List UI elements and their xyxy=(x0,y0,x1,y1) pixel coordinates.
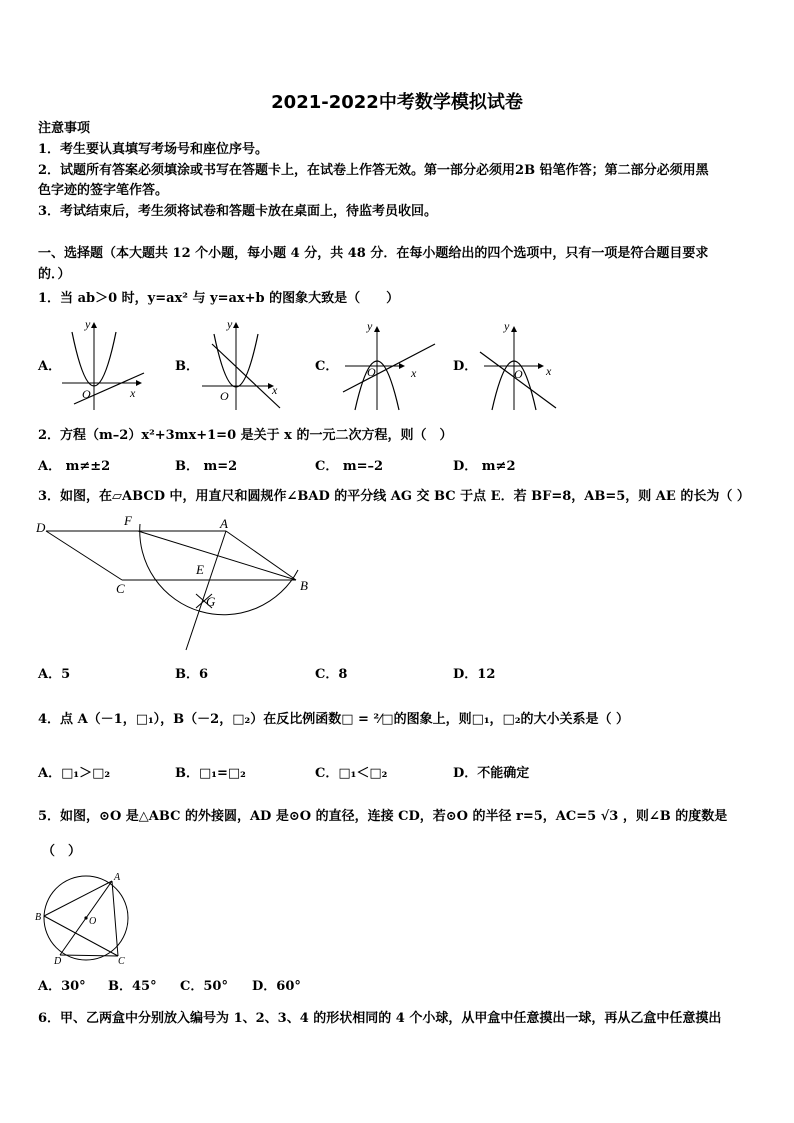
question-5-stem-cont: （ ） xyxy=(42,844,82,859)
q1-graph-a xyxy=(58,318,150,413)
label-d: D xyxy=(36,520,46,535)
label-b: B xyxy=(35,912,42,923)
origin-label: O xyxy=(220,389,229,403)
origin-label: O xyxy=(82,387,91,401)
q3-option-c: C．8 xyxy=(315,667,348,682)
q4-option-c: C．□₁＜□₂ xyxy=(315,766,388,781)
axis-x-label: x xyxy=(411,366,417,380)
q3-parallelogram-figure xyxy=(36,510,316,660)
q4-option-b: B．□₁=□₂ xyxy=(175,766,246,781)
q5-option-d: D．60° xyxy=(252,979,301,994)
q2-option-c: C． m=–2 xyxy=(315,459,384,474)
q1-option-d: D． xyxy=(453,359,478,374)
page-title: 2021-2022中考数学模拟试卷 xyxy=(271,92,523,113)
label-c: C xyxy=(118,956,125,964)
axis-y-label: y xyxy=(504,319,510,333)
origin-label: O xyxy=(367,365,376,379)
label-f: F xyxy=(124,513,132,528)
label-c: C xyxy=(116,581,125,596)
q3-option-b: B．6 xyxy=(175,667,209,682)
q2-option-d: D． m≠2 xyxy=(453,459,516,474)
section-heading: 一、选择题（本大题共 12 个小题，每小题 4 分，共 48 分．在每小题给出的四个选项中，只有一项是符合题目要求 xyxy=(38,246,709,261)
question-6-stem: 6．甲、乙两盒中分别放入编号为 1、2、3、4 的形状相同的 4 个小球，从甲盒中任意摸出一球，再从乙盒中任意摸出 xyxy=(38,1011,722,1026)
q5-option-b: B．45° xyxy=(108,979,157,994)
q1-option-c: C． xyxy=(315,359,339,374)
q5-option-c: C．50° xyxy=(180,979,228,994)
label-a: A xyxy=(220,516,228,531)
notice-item: 2．试题所有答案必须填涂或书写在答题卡上，在试卷上作答无效。第一部分必须用2B 铅笔作答；第二部分必须用黑 xyxy=(38,163,709,178)
q2-option-b: B． m=2 xyxy=(175,459,238,474)
q3-option-d: D．12 xyxy=(453,667,496,682)
axis-x-label: x xyxy=(546,364,552,378)
axis-x-label: x xyxy=(130,386,136,400)
question-1-stem: 1．当 ab＞0 时，y=ax² 与 y=ax+b 的图象大致是（ ） xyxy=(38,291,400,306)
q5-option-a: A．30° xyxy=(38,979,86,994)
label-e: E xyxy=(196,562,204,577)
axis-y-label: y xyxy=(85,318,91,331)
label-b: B xyxy=(300,578,308,593)
label-g: G xyxy=(206,594,216,609)
label-d: D xyxy=(54,956,62,964)
q4-option-d: D．不能确定 xyxy=(453,766,530,781)
q2-option-a: A． m≠±2 xyxy=(38,459,111,474)
section-heading-cont: 的．） xyxy=(38,267,71,282)
q4-option-a: A．□₁＞□₂ xyxy=(38,766,111,781)
axis-y-label: y xyxy=(227,318,233,331)
q3-option-a: A．5 xyxy=(38,667,71,682)
notice-item: 色字迹的签字笔作答。 xyxy=(38,183,169,198)
notice-heading: 注意事项 xyxy=(38,121,91,136)
question-5-stem: 5．如图，⊙O 是△ABC 的外接圆，AD 是⊙O 的直径，连接 CD，若⊙O 的半径 r=5，AC=5 √3 ，则∠B 的度数是 xyxy=(38,809,728,824)
q5-circle-figure xyxy=(34,868,134,964)
q1-option-a: A． xyxy=(38,359,62,374)
question-2-stem: 2．方程（m–2）x²+3mx+1=0 是关于 x 的一元二次方程，则（ ） xyxy=(38,428,453,443)
q1-graph-c xyxy=(335,318,440,413)
question-3-stem: 3．如图，在▱ABCD 中，用直尺和圆规作∠BAD 的平分线 AG 交 BC 于点 E．若 BF=8，AB=5，则 AE 的长为（ ） xyxy=(38,489,750,504)
axis-y-label: y xyxy=(367,319,373,333)
notice-item: 1．考生要认真填写考场号和座位序号。 xyxy=(38,142,269,157)
q1-option-b: B． xyxy=(175,359,199,374)
label-a: A xyxy=(114,872,121,883)
q1-graph-d xyxy=(472,318,572,413)
origin-label: O xyxy=(514,367,523,381)
question-4-stem: 4．点 A（－1，□₁），B（－2，□₂）在反比例函数□ = ²⁄□的图象上，则□₁，□₂的大小关系是（ ） xyxy=(38,712,630,727)
q1-graph-b xyxy=(198,318,290,413)
label-o: O xyxy=(89,916,97,927)
axis-x-label: x xyxy=(272,383,278,397)
notice-item: 3．考试结束后，考生须将试卷和答题卡放在桌面上，待监考员收回。 xyxy=(38,204,438,219)
